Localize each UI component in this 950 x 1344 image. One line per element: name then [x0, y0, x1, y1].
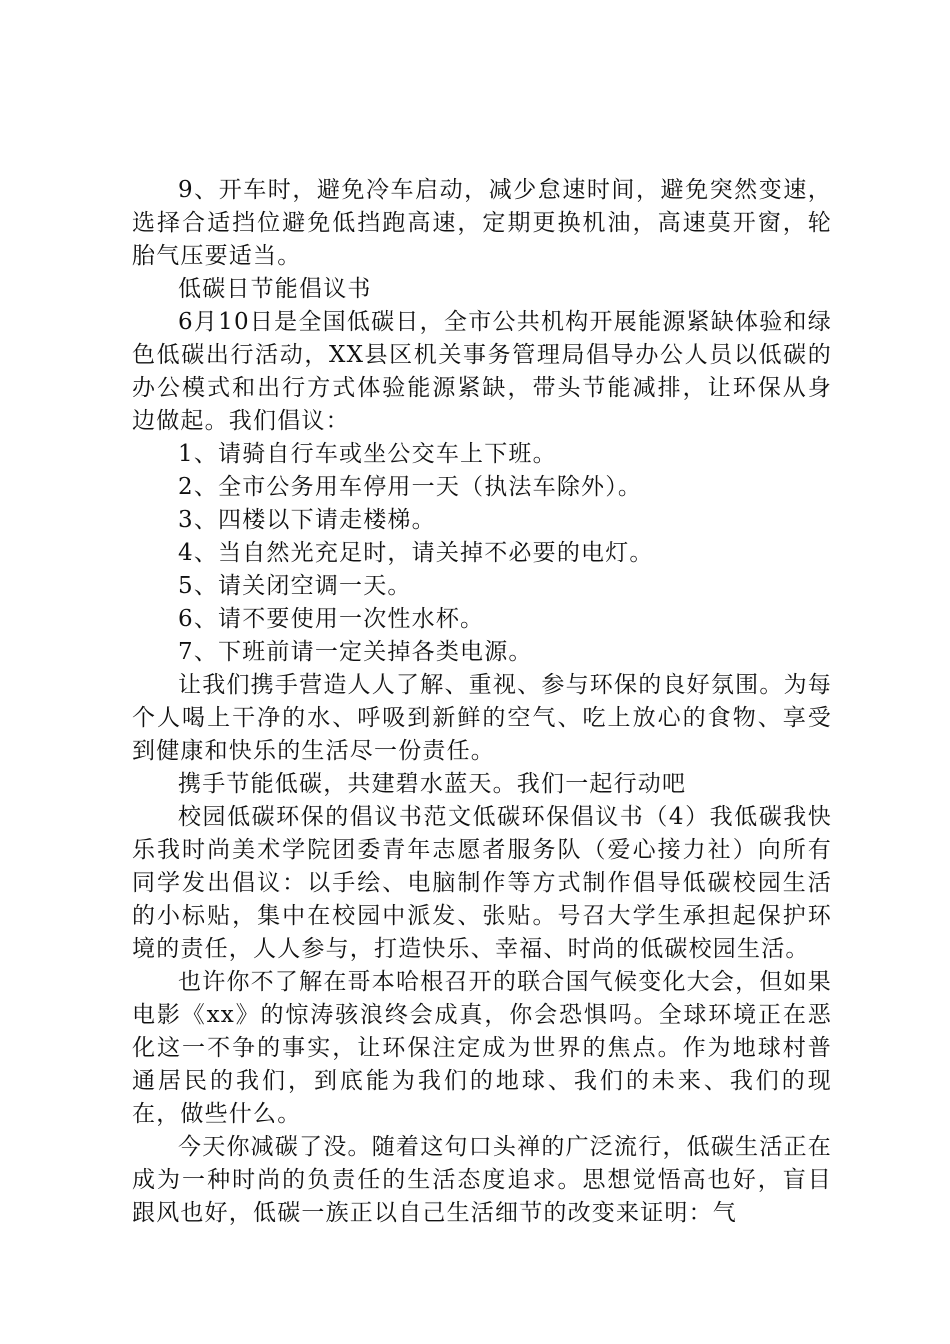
paragraph-lowcarbon-life: 今天你减碳了没。随着这句口头禅的广泛流行，低碳生活正在成为一种时尚的负责任的生活态度追求。思想觉悟高也好，盲目跟风也好，低碳一族正以自己生活细节的改变来证明：气 — [132, 1134, 832, 1226]
paragraph-intro: 6月10日是全国低碳日，全市公共机构开展能源紧缺体验和绿色低碳出行活动，XX县区机关事务管理局倡导办公人员以低碳的办公模式和出行方式体验能源紧缺，带头节能减排，让环保从身边做起。我们倡议： — [132, 309, 832, 434]
paragraph-slogan: 携手节能低碳，共建碧水蓝天。我们一起行动吧 — [178, 771, 687, 797]
list-item-7: 7、下班前请一定关掉各类电源。 — [178, 639, 533, 665]
document-body — [132, 174, 832, 1230]
list-item-3: 3、四楼以下请走楼梯。 — [178, 507, 436, 533]
list-item-6: 6、请不要使用一次性水杯。 — [178, 606, 485, 632]
list-item-1: 1、请骑自行车或坐公交车上下班。 — [178, 441, 557, 467]
list-item-2: 2、全市公务用车停用一天（执法车除外）。 — [178, 474, 643, 500]
paragraph-climate: 也许你不了解在哥本哈根召开的联合国气候变化大会，但如果电影《xx》的惊涛骇浪终会成真，你会恐惧吗。全球环境正在恶化这一不争的事实，让环保注定成为世界的焦点。作为地球村普通居民的我们，到底能为我们的地球、我们的未来、我们的现在，做些什么。 — [132, 969, 832, 1127]
paragraph-campus: 校园低碳环保的倡议书范文低碳环保倡议书（4）我低碳我快乐我时尚美术学院团委青年志愿者服务队（爱心接力社）向所有同学发出倡议：以手绘、电脑制作等方式制作倡导低碳校园生活的小标贴，集中在校园中派发、张贴。号召大学生承担起保护环境的责任，人人参与，打造快乐、幸福、时尚的低碳校园生活。 — [132, 804, 832, 962]
list-item-4: 4、当自然光充足时，请关掉不必要的电灯。 — [178, 540, 654, 566]
paragraph-driving-tips: 9、开车时，避免冷车启动，减少怠速时间，避免突然变速，选择合适挡位避免低挡跑高速，定期更换机油，高速莫开窗，轮胎气压要适当。 — [132, 177, 832, 269]
paragraph-call-to-action: 让我们携手营造人人了解、重视、参与环保的良好氛围。为每个人喝上干净的水、呼吸到新鲜的空气、吃上放心的食物、享受到健康和快乐的生活尽一份责任。 — [132, 672, 832, 764]
list-item-5: 5、请关闭空调一天。 — [178, 573, 412, 599]
section-title: 低碳日节能倡议书 — [178, 276, 372, 302]
